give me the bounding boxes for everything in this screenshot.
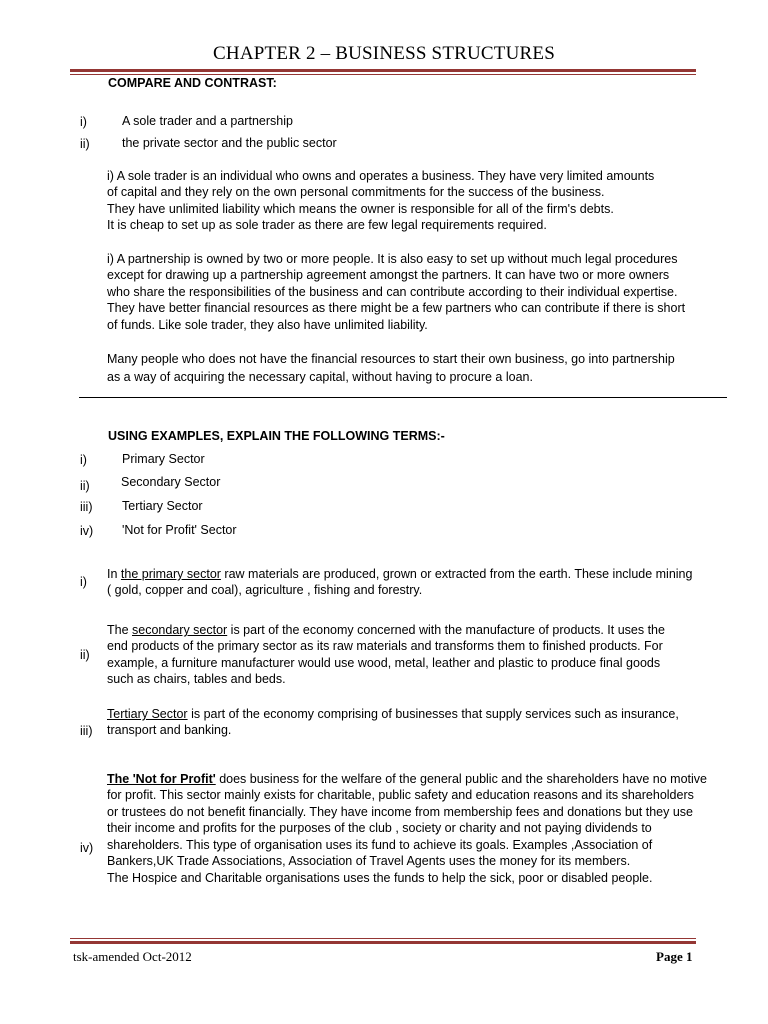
page-number: Page 1 (656, 949, 693, 964)
list-item: Tertiary Sector (122, 499, 203, 513)
list-number: i) (80, 453, 87, 467)
paragraph-line: It is cheap to set up as sole trader as there are few legal requirements required. (107, 218, 547, 232)
answer-line: for profit. This sector mainly exists for charitable, public safety and education reasons and its shareholders (107, 788, 694, 802)
section-heading-terms: USING EXAMPLES, EXPLAIN THE FOLLOWING TERMS:- (108, 429, 445, 443)
answer-number: ii) (80, 648, 90, 662)
answer-line: end products of the primary sector as its raw materials and transforms them to finished products. For (107, 639, 663, 653)
answer-line: example, a furniture manufacturer would use wood, metal, leather and plastic to produce final goods (107, 656, 661, 670)
answer-line: ( gold, copper and coal), agriculture , fishing and forestry. (107, 583, 423, 597)
answer-line: transport and banking. (107, 723, 232, 737)
list-number: iii) (80, 500, 93, 514)
term-not-for-profit: The 'Not for Profit' (107, 772, 216, 786)
footer-rule-thin (70, 938, 696, 939)
header-rule-thin (70, 74, 696, 75)
footer-left: tsk-amended Oct-2012 (73, 949, 192, 964)
term-tertiary-sector: Tertiary Sector (107, 707, 188, 721)
answer-line: their income and profits for the purposes of the club , society or charity and not paying dividends to (107, 821, 652, 835)
list-item: Primary Sector (122, 452, 205, 466)
answer-line: shareholders. This type of organisation uses its fund to achieve its goals. Examples ,Association of (107, 838, 653, 852)
term-secondary-sector: secondary sector (132, 623, 228, 637)
answer-line: The 'Not for Profit' does business for the welfare of the general public and the shareholders have no motive (107, 772, 707, 786)
list-item: Secondary Sector (121, 475, 221, 489)
answer-line: Bankers,UK Trade Associations, Association of Travel Agents uses the money for its members. (107, 854, 631, 868)
paragraph-line: as a way of acquiring the necessary capital, without having to procure a loan. (107, 370, 533, 384)
term-primary-sector: the primary sector (120, 567, 221, 581)
answer-number: i) (80, 575, 87, 589)
paragraph-line: who share the responsibilities of the business and can contribute according to their individual expertise. (107, 285, 678, 299)
answer-line: such as chairs, tables and beds. (107, 672, 286, 686)
paragraph-line: of funds. Like sole trader, they also have unlimited liability. (107, 318, 428, 332)
section-heading-compare: COMPARE AND CONTRAST: (108, 76, 277, 90)
page-title: CHAPTER 2 – BUSINESS STRUCTURES (213, 43, 555, 64)
header-rule (70, 69, 696, 72)
paragraph-line: They have better financial resources as there might be a few partners who can contribute if there is short (107, 301, 686, 315)
list-number: iv) (80, 524, 94, 538)
list-number: ii) (80, 137, 90, 151)
answer-line: or trustees do not benefit financially. They have income from membership fees and donations but they use (107, 805, 693, 819)
paragraph-line: of capital and they rely on the own personal commitments for the success of the business. (107, 185, 605, 199)
paragraph-line: They have unlimited liability which means the owner is responsible for all of the firm's debts. (107, 202, 614, 216)
list-number: i) (80, 115, 87, 129)
paragraph-line: Many people who does not have the financial resources to start their own business, go into partnership (107, 352, 675, 366)
answer-line: Tertiary Sector is part of the economy comprising of businesses that supply services such as insurance, (107, 707, 679, 721)
footer-rule (70, 941, 696, 944)
section-divider (79, 397, 727, 398)
list-item: the private sector and the public sector (122, 136, 337, 150)
answer-number: iv) (80, 841, 94, 855)
paragraph-line: i) A partnership is owned by two or more people. It is also easy to set up without much legal procedures (107, 252, 678, 266)
list-number: ii) (80, 479, 90, 493)
list-item: A sole trader and a partnership (122, 114, 293, 128)
answer-line: The Hospice and Charitable organisations uses the funds to help the sick, poor or disabled people. (107, 871, 653, 885)
answer-line: In the primary sector raw materials are produced, grown or extracted from the earth. These include mining (107, 567, 693, 581)
answer-number: iii) (80, 724, 93, 738)
answer-line: The secondary sector is part of the economy concerned with the manufacture of products. It uses the (107, 623, 665, 637)
paragraph-line: except for drawing up a partnership agreement amongst the partners. It can have two or more owners (107, 268, 670, 282)
paragraph-line: i) A sole trader is an individual who owns and operates a business. They have very limited amounts (107, 169, 655, 183)
list-item: 'Not for Profit' Sector (122, 523, 237, 537)
